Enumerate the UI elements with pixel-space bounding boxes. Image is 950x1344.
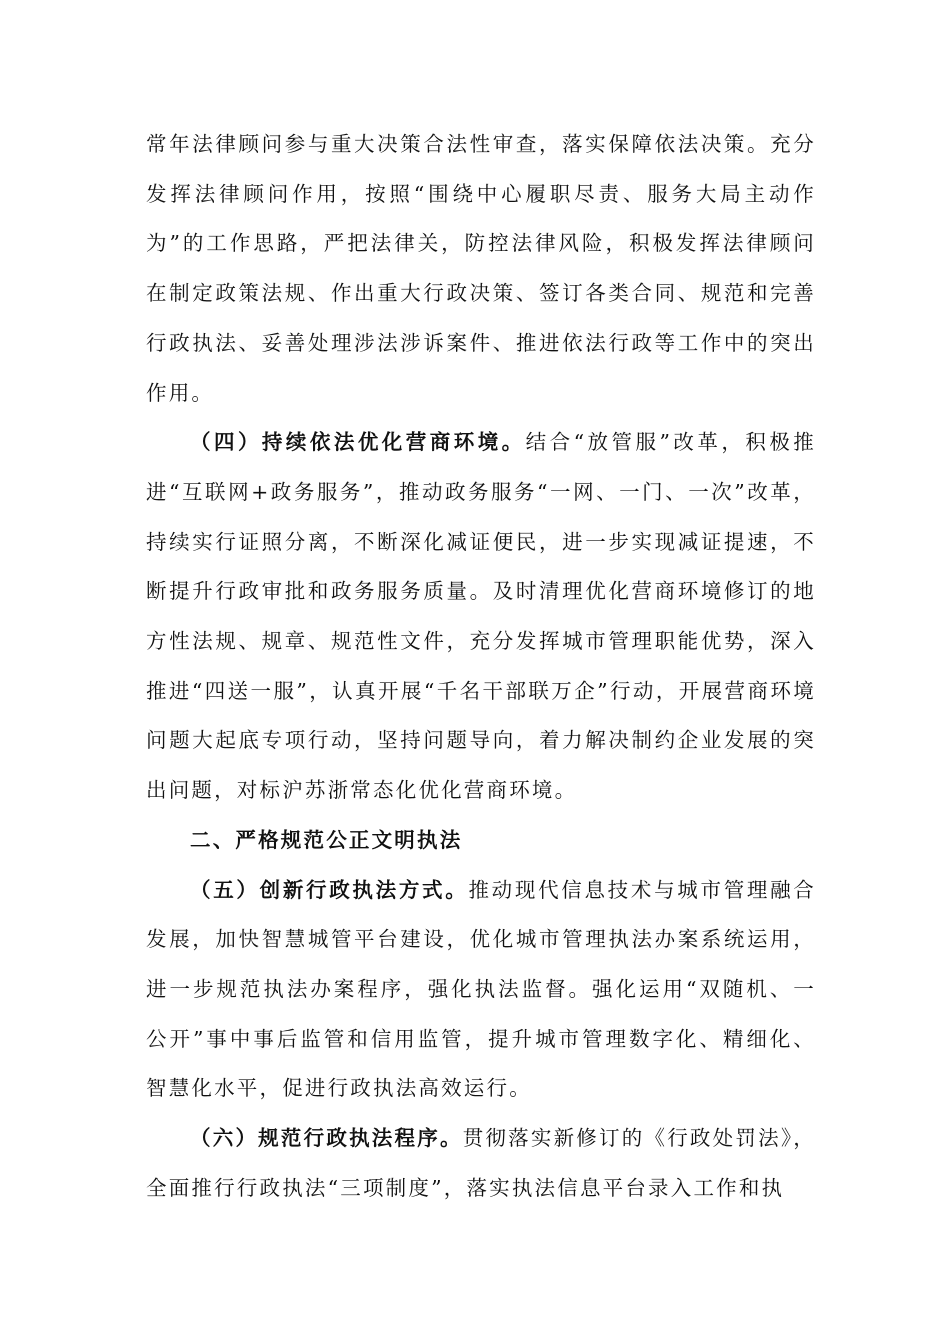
paragraph-body: 贯彻落实新修订的《行政处罚法》，全面推行行政执法“三项制度”，落实执法信息平台录入工作和执 [146,1126,816,1200]
paragraph-body: 结合“放管服”改革，积极推进“互联网+政务服务”，推动政务服务“一网、一门、一次”改革，持续实行证照分离，不断深化减证便民，进一步实现减证提速，不断提升行政审批和政务服务质量。及时清理优化营商环境修订的地方性法规、规章、规范性文件，充分发挥城市管理职能优势，深入推进“四送一服”，认真开展“千名干部联万企”行动，开展营商环境问题大起底专项行动，坚持问题导向，着力解决制约企业发展的突出问题，对标沪苏浙常态化优化营商环境。 [146,430,816,803]
section-lead-4: （四）持续依法优化营商环境。 [190,430,526,455]
section-lead-6: （六）规范行政执法程序。 [190,1126,463,1151]
section-lead-5: （五）创新行政执法方式。 [190,877,469,902]
section-heading-2: 二、严格规范公正文明执法 [190,827,463,852]
paragraph-enforcement-method [146,866,816,1115]
paragraph-body: 常年法律顾问参与重大决策合法性审查，落实保障依法决策。充分发挥法律顾问作用，按照“围绕中心履职尽责、服务大局主动作为”的工作思路，严把法律关，防控法律风险，积极发挥法律顾问在制定政策法规、作出重大行政决策、签订各类合同、规范和完善行政执法、妥善处理涉法涉诉案件、推进依法行政等工作中的突出作用。 [146,132,816,405]
paragraph-enforcement-procedure [146,1114,816,1213]
paragraph-body: 推动现代信息技术与城市管理融合发展，加快智慧城管平台建设，优化城市管理执法办案系统运用，进一步规范执法办案程序，强化执法监督。强化运用“双随机、一公开”事中事后监管和信用监管，提升城市管理数字化、精细化、智慧化水平，促进行政执法高效运行。 [146,877,817,1101]
paragraph-business-environment [146,418,816,816]
paragraph-legal-advisor [146,120,816,418]
document-page [146,120,816,1213]
